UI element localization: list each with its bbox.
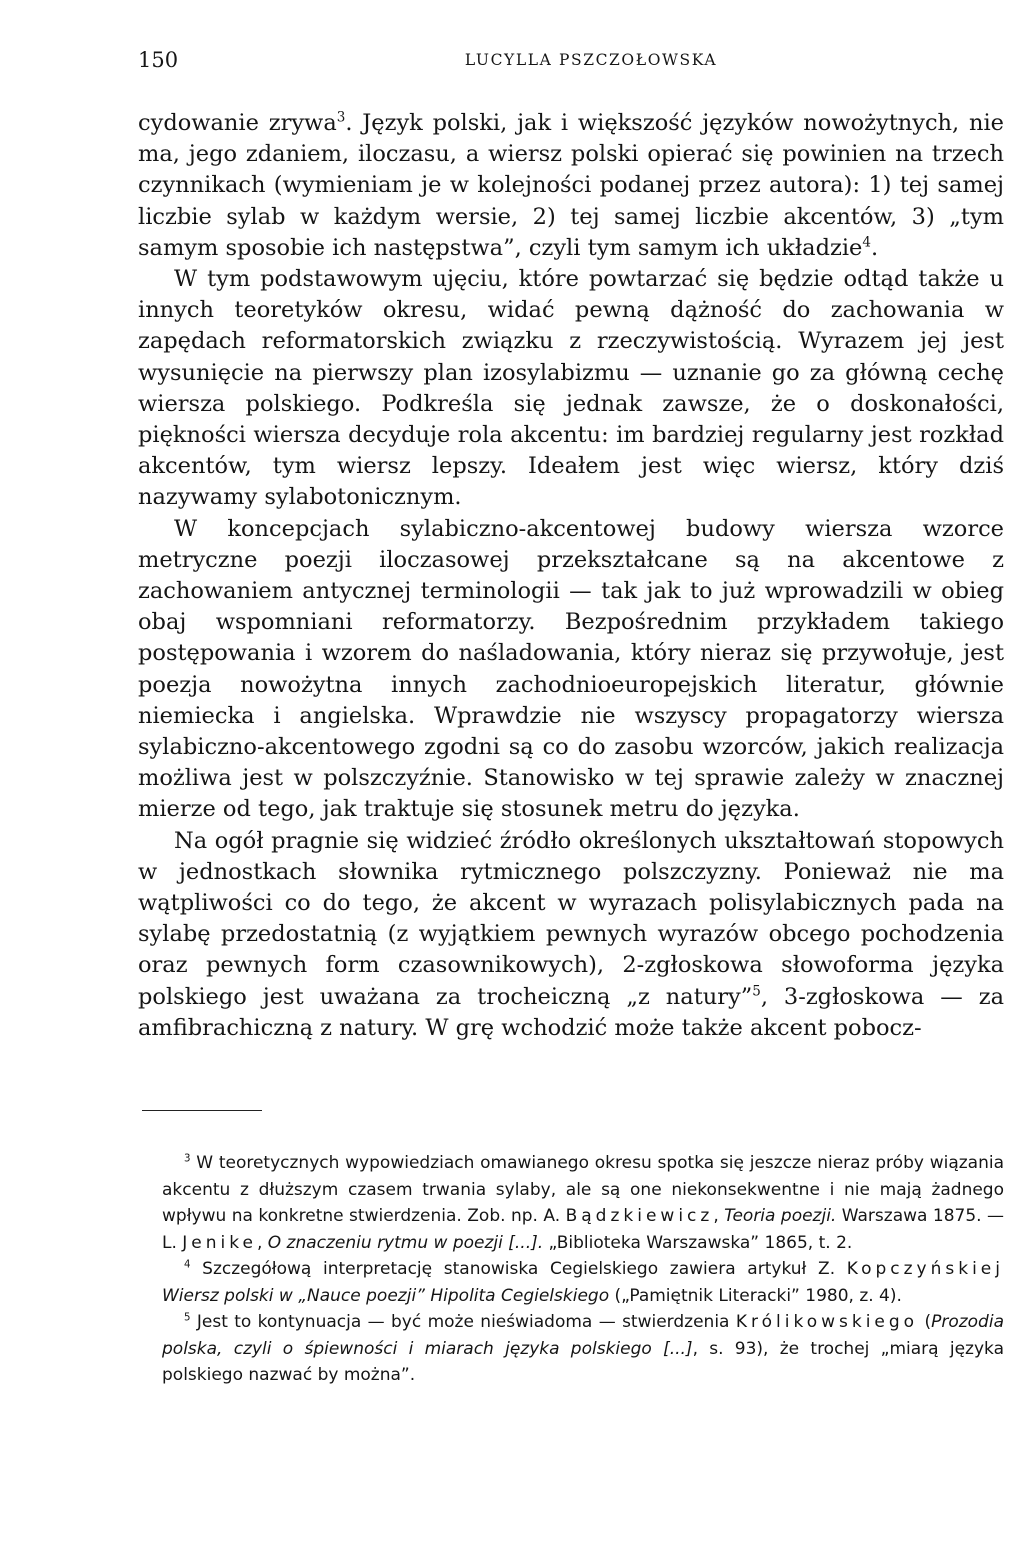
footnote-ref-5[interactable]: 5: [752, 983, 761, 1000]
page-number: 150: [138, 48, 179, 72]
paragraph-1: cydowanie zrywa$^3$. Język polski, jak i większość języków nowożytnych, nie ma, jego zdaniem, iloczasu, a wiersz polski opierać się powinien na trzech czynnikach (wymieniam je w kolejności podanej przez autora): 1) tej samej liczbie sylab w każdym wersie, 2) tej samej liczbie akcentów, 3) „tym samym sposobie ich następstwa”, czyli tym samym ich układzie$^4$.: [138, 109, 1004, 261]
paragraph-3: W koncepcjach sylabiczno-akcentowej budowy wiersza wzorce metryczne poezji iloczasowej przekształcane są na akcentowe z zachowaniem antycznej terminologii — tak jak to już wprowadzili w obieg obaj wspomniani reformatorzy. Bezpośrednim przykładem takiego postępowania i wzorem do naśladowania, który nieraz się przywołuje, jest poezja nowożytna innych zachodnioeuropejskich literatur, głównie niemiecka i angielska. Wprawdzie nie wszyscy propagatorzy wiersza sylabiczno-akcentowego zgodni są co do zasobu wzorców, jakich realizacja możliwa jest w polszczyźnie. Stanowisko w tej sprawie zależy w znacznej mierze od tego, jak traktuje się stosunek metru do języka.: [138, 515, 1004, 823]
footnote-divider: [142, 1110, 262, 1111]
work-title: O znaczeniu rytmu w poezji [...].: [267, 1232, 544, 1253]
footnote-4: $^4$ Szczegółową interpretację stanowiska Cegielskiego zawiera artykuł Z. Kopczyńskiej Wiersz polski w „Nauce poezji” Hipolita Cegielskiego („Pamiętnik Literacki” 1980, z. 4).: [162, 1259, 1004, 1306]
footnote-3: $^3$ W teoretycznych wypowiedziach omawianego okresu spotka się jeszcze nieraz próby wiązania akcentu z dłuższym czasem trwania sylaby, ale są one niekonsekwentne i nie mają żadnego wpływu na konkretne stwierdzenia. Zob. np. A. Bądzkiewicz, Teoria poezji. Warszawa 1875. — L. Jenike, O znaczeniu rytmu w poezji [...]. „Biblioteka Warszawska” 1865, t. 2.: [162, 1153, 1004, 1253]
author-name: Kopczyńskiej: [846, 1259, 1004, 1279]
running-title: LUCYLLA PSZCZOŁOWSKA: [464, 51, 718, 69]
footnote-ref-3[interactable]: 3: [336, 109, 346, 126]
work-title: Teoria poezji.: [724, 1206, 837, 1226]
main-text: [138, 108, 1004, 1044]
author-name: Jenike: [182, 1232, 257, 1253]
footnote-ref-4[interactable]: 4: [862, 234, 871, 251]
paragraph-2: W tym podstawowym ujęciu, które powtarzać się będzie odtąd także u innych teoretyków okresu, widać pewną dążność do zachowania w zapędach reformatorskich związku z rzeczywistością. Wyrazem jej jest wysunięcie na pierwszy plan izosylabizmu — uznanie go za główną cechę wiersza polskiego. Podkreśla się jednak zawsze, że o doskonałości, piękności wiersza decyduje rola akcentu: im bardziej regularny jest rozkład akcentów, tym wiersz lepszy. Ideałem jest więc wiersz, który dziś nazywamy sylabotonicznym.: [138, 266, 1004, 511]
work-title: Wiersz polski w „Nauce poezji” Hipolita Cegielskiego: [162, 1285, 610, 1306]
author-name: Królikowskiego: [735, 1312, 919, 1332]
work-title: Prozodia polska, czyli o śpiewności i miarach języka polskiego [...]: [162, 1312, 1004, 1359]
footnote-mark: 3: [184, 1153, 191, 1165]
page-header: [138, 48, 1004, 78]
paragraph-4: Na ogół pragnie się widzieć źródło określonych ukształtowań stopowych w jednostkach słownika rytmicznego polszczyzny. Ponieważ nie ma wątpliwości co do tego, że akcent w wyrazach polisylabicznych pada na sylabę przedostatnią (z wyjątkiem pewnych wyrazów obcego pochodzenia oraz pewnych form czasownikowych), 2-zgłoskowa słowoforma języka polskiego jest uważana za trocheiczną „z natury”$^5$, 3-zgłoskowa — za amfibrachiczną z natury. W grę wchodzić może także akcent pobocz-: [138, 827, 1005, 1041]
footnote-mark: 4: [184, 1259, 191, 1271]
footnotes: [162, 1150, 1004, 1389]
author-name: Bądzkiewicz: [565, 1206, 714, 1226]
footnote-mark: 5: [184, 1312, 191, 1324]
footnote-5: $^5$ Jest to kontynuacja — być może nieświadoma — stwierdzenia Królikowskiego (Prozodia polska, czyli o śpiewności i miarach języka polskiego [...], s. 93), że trochej „miarą języka polskiego nazwać by można”.: [162, 1312, 1004, 1385]
